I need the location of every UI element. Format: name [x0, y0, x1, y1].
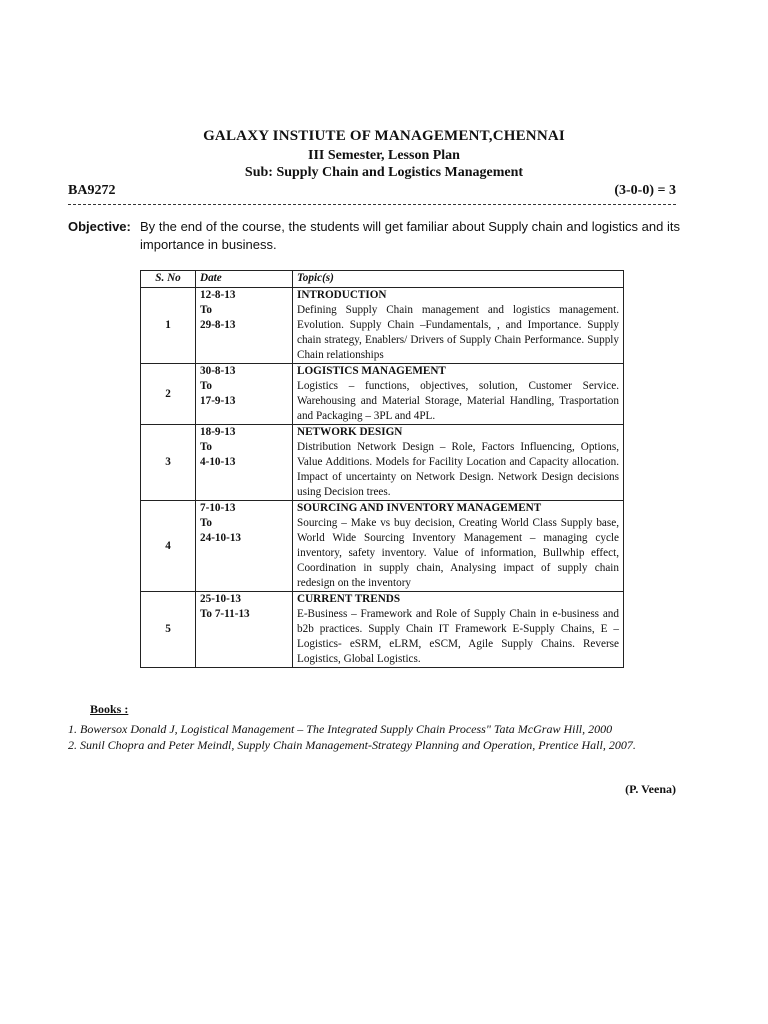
row-date [196, 592, 293, 668]
row-topic [293, 288, 624, 364]
course-code: BA9272 [68, 183, 116, 198]
date-to-label: To [200, 517, 213, 529]
table-row [141, 364, 624, 425]
row-sno: 1 [141, 288, 196, 364]
table-row [141, 592, 624, 668]
topic-title: LOGISTICS MANAGEMENT [297, 365, 446, 377]
date-to-label: To [200, 304, 213, 316]
row-sno: 3 [141, 425, 196, 501]
date-to: 24-10-13 [200, 532, 242, 544]
book-reference: 1. Bowersox Donald J, Logistical Management – The Integrated Supply Chain Process" Tata McGraw Hill, 2000 [68, 722, 613, 736]
table-row [141, 288, 624, 364]
date-from: 25-10-13 [200, 593, 242, 605]
objective-label: Objective: [68, 219, 131, 234]
topic-body: Sourcing – Make vs buy decision, Creating World Class Supply base, World Wide Sourcing Inventory Management – managing cycle inventory, safety inventory. Value of information, Bullwhip effect, Coordination in supply chain, Analysing impact of supply chain redesign on the inventory [297, 517, 619, 589]
header-topics: Topic(s) [293, 271, 624, 288]
date-to-label: To [200, 380, 213, 392]
topic-body: Defining Supply Chain management and logistics management. Evolution. Supply Chain –Fundamentals, , and Importance. Supply chain strategy, Enablers/ Drivers of Supply Chain Performance. Supply Chain relationships [297, 304, 619, 361]
date-from: 7-10-13 [200, 502, 236, 514]
row-topic [293, 592, 624, 668]
table-row [141, 501, 624, 592]
topic-title: SOURCING AND INVENTORY MANAGEMENT [297, 502, 542, 514]
topic-body: E-Business – Framework and Role of Supply Chain in e-business and b2b practices. Supply Chain IT Framework E-Supply Chains, E – Logistics- eSRM, eLRM, eSCM, Agile Supply Chains. Reverse Logistics, Global Logistics. [297, 608, 619, 665]
topic-title: INTRODUCTION [297, 289, 387, 301]
row-sno: 2 [141, 364, 196, 425]
date-from: 12-8-13 [200, 289, 236, 301]
table-header-row [141, 271, 624, 288]
row-date [196, 425, 293, 501]
objective [68, 218, 680, 254]
course-credits: (3-0-0) = 3 [614, 183, 676, 198]
institute-title: GALAXY INSTIUTE OF MANAGEMENT,CHENNAI [203, 128, 565, 144]
date-to: 17-9-13 [200, 395, 236, 407]
signature: (P. Veena) [625, 782, 676, 796]
header-date: Date [196, 271, 293, 288]
date-from: 18-9-13 [200, 426, 236, 438]
date-to-label: To [200, 441, 213, 453]
topic-title: NETWORK DESIGN [297, 426, 403, 438]
books-heading: Books : [90, 702, 129, 716]
row-date [196, 501, 293, 592]
row-topic [293, 364, 624, 425]
row-topic [293, 501, 624, 592]
row-date [196, 364, 293, 425]
header-sno: S. No [141, 271, 196, 288]
topic-title: CURRENT TRENDS [297, 593, 401, 605]
date-to: 29-8-13 [200, 319, 236, 331]
row-topic [293, 425, 624, 501]
book-reference: 2. Sunil Chopra and Peter Meindl, Supply Chain Management-Strategy Planning and Operation, Prentice Hall, 2007. [68, 738, 636, 752]
topic-body: Distribution Network Design – Role, Factors Influencing, Options, Value Additions. Models for Facility Location and Capacity allocation. Impact of uncertainty on Network Design. Network Design decisions using Decision trees. [297, 441, 619, 498]
row-sno: 4 [141, 501, 196, 592]
row-sno: 5 [141, 592, 196, 668]
date-to: 4-10-13 [200, 456, 236, 468]
dashed-divider [68, 204, 676, 205]
objective-text: By the end of the course, the students will get familiar about Supply chain and logistics and its importance in business. [140, 219, 680, 252]
row-date [196, 288, 293, 364]
lesson-plan-table [140, 270, 624, 668]
table-row [141, 425, 624, 501]
semester-title: III Semester, Lesson Plan [308, 148, 460, 163]
date-from: 30-8-13 [200, 365, 236, 377]
subject-title: Sub: Supply Chain and Logistics Management [244, 165, 524, 180]
topic-body: Logistics – functions, objectives, solution, Customer Service. Warehousing and Material Storage, Material Handling, Trasportation and Packaging – 3PL and 4PL. [297, 380, 619, 422]
date-to-label: To 7-11-13 [200, 608, 250, 620]
